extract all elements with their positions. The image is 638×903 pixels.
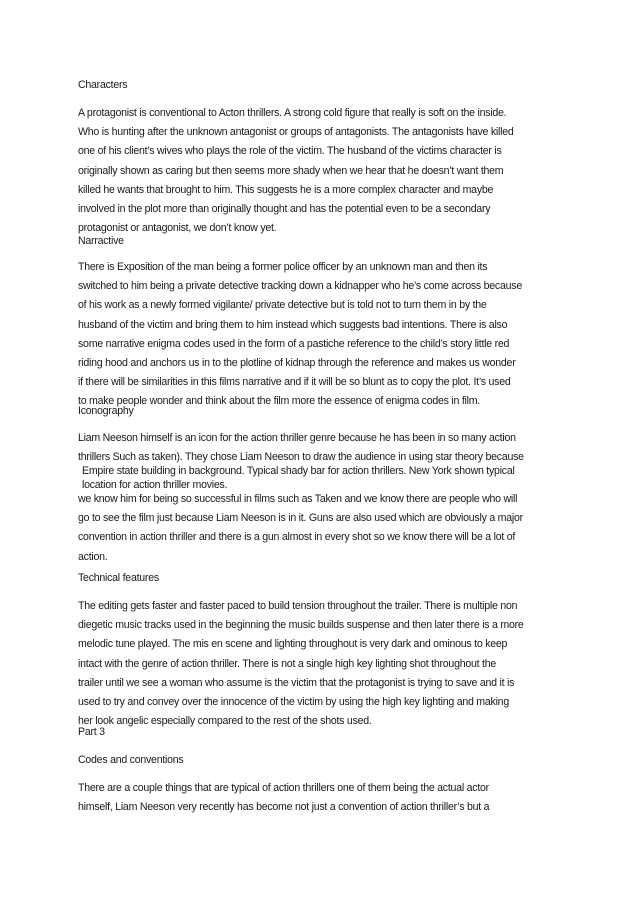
text-line: diegetic music tracks used in the beginning the music builds suspense and then later there is a more — [78, 619, 524, 632]
text-line: action. — [78, 550, 108, 563]
text-line: some narrative enigma codes used in the form of a pastiche reference to the child’s story little red — [78, 337, 510, 350]
iconography-paragraph-b — [78, 490, 568, 567]
text-line: thrillers Such as taken). They chose Liam Neeson to draw the audience in using star theory because — [78, 451, 524, 464]
text-line: convention in action thriller and there is a gun almost in every shot so we know there will be a lot of — [78, 531, 516, 544]
text-line: There are a couple things that are typical of action thrillers one of them being the actual actor — [78, 782, 489, 794]
text-line: if there will be similarities in this films narrative and if it will be so blunt as to copy the plot. It’s used — [78, 376, 511, 389]
text-line: involved in the plot more than originally thought and has the potential even to be a secondary — [78, 203, 491, 216]
text-line: husband of the victim and bring them to him instead which suggests bad intentions. There is also — [78, 318, 508, 331]
text-line: to make people wonder and think about the film more the essence of enigma codes in film. — [78, 395, 480, 408]
text-line: her look angelic especially compared to the rest of the shots used. — [78, 715, 372, 728]
text-line: used to try and convey over the innocence of the victim by using the high key lighting and making — [78, 696, 509, 709]
text-line: The editing gets faster and faster paced to build tension throughout the trailer. There is multiple non — [78, 600, 518, 612]
codes-paragraph — [78, 779, 568, 817]
characters-paragraph — [78, 104, 568, 238]
section-heading: Characters — [78, 79, 128, 91]
section-heading: Codes and conventions — [78, 754, 184, 766]
text-line: originally shown as caring but then seems more shady when we hear that he doesn’t want them — [78, 164, 504, 177]
text-line: A protagonist is conventional to Acton thrillers. A strong cold figure that really is soft on the inside. — [78, 107, 507, 119]
text-line: we know him for being so successful in films such as Taken and we know there are people who will — [78, 493, 518, 505]
text-line: melodic tune played. The mis en scene and lighting throughout is very dark and ominous to keep — [78, 638, 508, 651]
section-technical-features — [78, 569, 568, 588]
text-line: one of his client’s wives who plays the role of the victim. The husband of the victims character is — [78, 145, 502, 158]
text-line: killed he wants that brought to him. This suggests he is a more complex character and maybe — [78, 183, 494, 196]
caption-line: location for action thriller movies. — [82, 479, 228, 491]
section-characters — [78, 76, 568, 95]
iconography-paragraph-a — [78, 429, 568, 467]
section-heading: Narractive — [78, 235, 124, 247]
text-line: go to see the film just because Liam Neeson is in it. Guns are also used which are obviously a major — [78, 512, 523, 525]
section-codes-and-conventions — [78, 751, 568, 770]
narrative-paragraph — [78, 258, 568, 412]
text-line: riding hood and anchors us in to the plotline of kidnap through the reference and makes us wonder — [78, 357, 516, 370]
section-narrative — [78, 232, 568, 251]
section-heading: Iconography — [78, 405, 134, 417]
text-line: of his work as a newly formed vigilante/ private detective but is told not to turn them in by the — [78, 299, 487, 312]
section-part-3 — [78, 723, 568, 742]
text-line: trailer until we see a woman who assume is the victim that the protagonist is trying to save and it is — [78, 676, 515, 689]
section-heading: Part 3 — [78, 726, 105, 738]
text-line: Liam Neeson himself is an icon for the action thriller genre because he has been in so many action — [78, 432, 516, 444]
text-line: Who is hunting after the unknown antagonist or groups of antagonists. The antagonists have killed — [78, 126, 514, 139]
text-line: himself, Liam Neeson very recently has become not just a convention of action thriller’s but a — [78, 801, 490, 814]
text-line: There is Exposition of the man being a former police officer by an unknown man and then its — [78, 261, 488, 273]
image-caption — [82, 464, 515, 492]
caption-line: Empire state building in background. Typical shady bar for action thrillers. New York shown typical — [82, 465, 515, 477]
section-heading: Technical features — [78, 572, 159, 584]
text-line: switched to him being a private detective tracking down a kidnapper who he’s come across because — [78, 280, 522, 293]
text-line: intact with the genre of action thriller. There is not a single high key lighting shot throughout the — [78, 657, 496, 670]
text-line: protagonist or antagonist, we don’t know yet. — [78, 222, 277, 235]
technical-paragraph — [78, 597, 568, 731]
section-iconography — [78, 402, 568, 421]
